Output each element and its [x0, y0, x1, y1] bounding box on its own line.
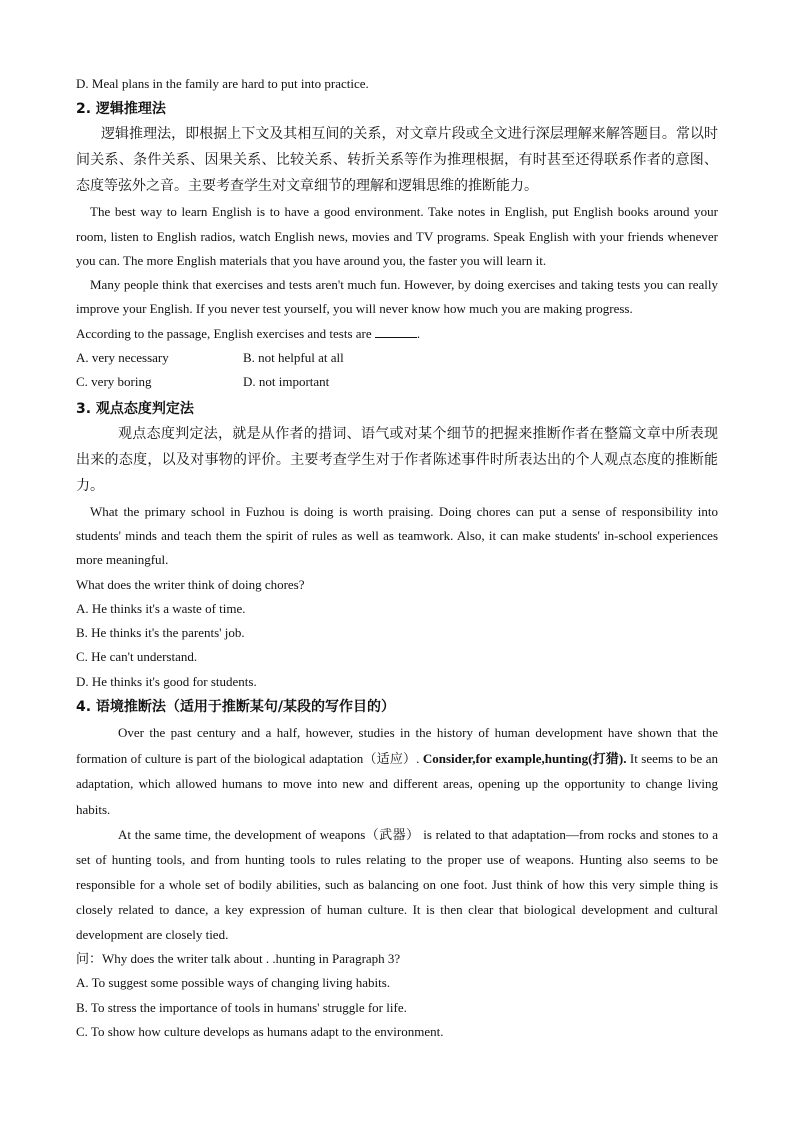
options-row-1 [76, 346, 718, 370]
question-text: According to the passage, English exercises and tests are [76, 325, 375, 341]
bold-example-sentence: Consider,for example,hunting(打猎). [422, 750, 627, 766]
section-3-intro: 观点态度判定法，就是从作者的措词、语气或对某个细节的把握来推断作者在整篇文章中所表现出来的态度，以及对事物的评价。主要考查学生对于作者陈述事件时所表达出的个人观点态度的推断能力。 [76, 426, 718, 494]
section-2-paragraph-1: The best way to learn English is to have a good environment. Take notes in English, put English books around your room, listen to English radios, watch English news, movies and TV programs. Speak English with your friends whenever you can. The more English materials that you have around you, the faster you will learn it. [76, 204, 718, 268]
section-4-question: 问：Why does the writer talk about . .hunting in Paragraph 3? [76, 951, 401, 967]
section-2-intro: 逻辑推理法，即根据上下文及其相互间的关系，对文章片段或全文进行深层理解来解答题目。常以时间关系、条件关系、因果关系、比较关系、转折关系等作为推理根据，有时甚至还得联系作者的意图、态度等弦外之音。主要考查学生对文章细节的理解和逻辑思维的推断能力。 [76, 127, 718, 195]
section-4-heading: 4. 语境推断法（适用于推断某句/某段的写作目的） [76, 699, 396, 716]
prev-option-d: D. Meal plans in the family are hard to put into practice. [76, 76, 369, 91]
section-2-question: According to the passage, English exercises and tests are . [76, 322, 718, 346]
section-3-option-a: A. He thinks it's a waste of time. [76, 600, 246, 616]
section-4-paragraph-2: At the same time, the development of weapons（武器） is related to that adaptation—from rocks and stones to a set of hunting tools, and from hunting tools to rules relating to the proper use of weapons. Hunting also seems to be responsible for a whole set of bodily abilities, such as balancing on one foot. Just think of how this very simple thing is closely related to dance, a key expression of human culture. It is then clear that biological development and cultural development are closely tied. [76, 827, 718, 943]
option-d: D. not important [243, 374, 330, 390]
section-3-option-c: C. He can't understand. [76, 649, 198, 665]
section-4-option-b: B. To stress the importance of tools in humans' struggle for life. [76, 999, 407, 1015]
options-row-2 [76, 370, 718, 394]
section-3-option-b: B. He thinks it's the parents' job. [76, 625, 245, 641]
section-3-paragraph: What the primary school in Fuzhou is doing is worth praising. Doing chores can put a sense of responsibility into students' minds and teach them the spirit of rules as well as teamwork. Also, it can make students' in-school experiences more meaningful. [76, 503, 718, 568]
option-a: A. very necessary [76, 350, 169, 366]
section-4-option-a: A. To suggest some possible ways of changing living habits. [76, 975, 391, 991]
section-4-option-c: C. To show how culture develops as humans adapt to the environment. [76, 1023, 444, 1039]
section-3-question: What does the writer think of doing chores? [76, 576, 305, 592]
section-3-option-d: D. He thinks it's good for students. [76, 673, 257, 689]
section-2-heading: 2. 逻辑推理法 [76, 101, 166, 118]
section-3-heading: 3. 观点态度判定法 [76, 400, 194, 417]
document-content [76, 72, 718, 1044]
section-4-paragraph-1: Over the past century and a half, however, studies in the history of human development have shown that the formation of culture is part of the biological adaptation（适应）. Consider,for example,hunting(打猎). It seems to be an adaptation, which allowed humans to move into new and different areas, opening up the opportunity to change living habits. [76, 725, 718, 817]
section-2-paragraph-2: Many people think that exercises and tests aren't much fun. However, by doing exercises and taking tests you can really improve your English. If you never test yourself, you will never know how much you are making progress. [76, 277, 718, 317]
answer-blank [375, 323, 417, 338]
option-b: B. not helpful at all [243, 350, 344, 366]
option-c: C. very boring [76, 374, 152, 390]
